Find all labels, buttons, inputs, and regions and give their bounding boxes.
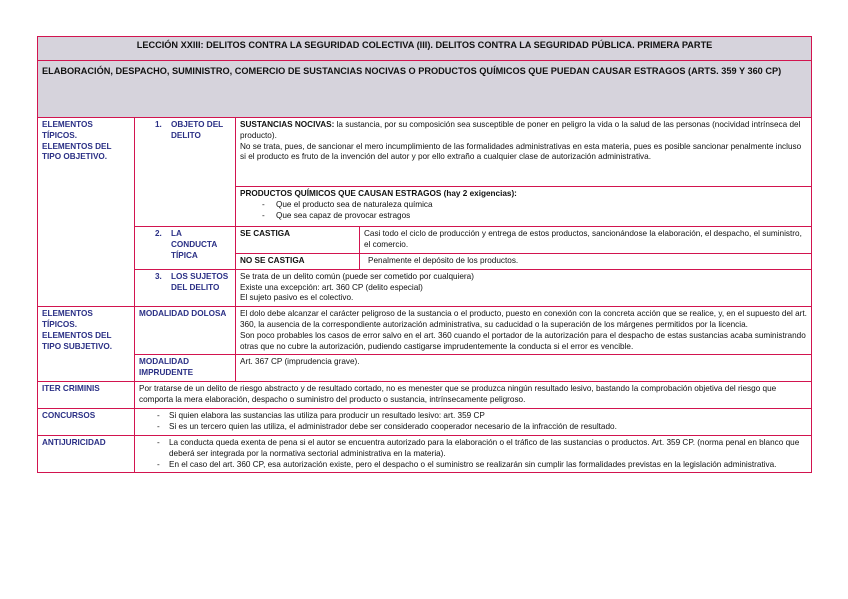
antijuricidad-cell [135,435,812,472]
page-title: LECCIÓN XXIII: DELITOS CONTRA LA SEGURIDAD COLECTIVA (III). DELITOS CONTRA LA SEGURIDAD PÚBLICA. PRIMERA PARTE [38,37,812,61]
quimicos-head: PRODUCTOS QUÍMICOS QUE CAUSAN ESTRAGOS (hay 2 exigencias): [240,189,517,198]
objeto-num: 1. [155,120,162,129]
concursos-cell [135,409,812,436]
iter-text: Por tratarse de un delito de riesgo abstracto y de resultado cortado, no es menester que se produzca ningún resultado lesivo, bastando la comprobación objetiva del riesgo que comporta la mera elaboración, despacho o suministro del producto o sustancia, intrínsecamente peligroso. [135,382,812,409]
sustancias-text2: No se trata, pues, de sancionar el mero incumplimiento de las formalidades administrativas en esta materia, pues es posible sancionar penalmente incluso si el producto es fruto de la invención del autor y por ello extraño a cualquier clase de autorización administrativa. [240,141,802,162]
conducta-num: 2. [155,229,162,238]
row-label-antijuricidad: ANTIJURICIDAD [38,435,135,472]
sustancias-text: la sustancia, por su composición sea susceptible de poner en peligro la vida o la salud de las personas (nocividad intrínseca del producto). [240,120,801,140]
list-item: - Si es un tercero quien las utiliza, el administrador debe ser considerado cooperador necesario de la infracción de resultado. [139,422,807,433]
lesson-table [37,36,812,473]
list-item: - Que el producto sea de naturaleza química [240,200,807,211]
row-label-tipo-subjetivo: ELEMENTOS TÍPICOS. ELEMENTOS DEL TIPO SUBJETIVO. [38,307,135,382]
se-castiga-label: SE CASTIGA [236,227,360,254]
list-item: - La conducta queda exenta de pena si el autor se encuentra autorizado para la elaboración o el tráfico de las sustancias o productos. Art. 359 CP. (norma penal en blanco que deberá ser integrada por la normativa sectorial administrativa en la materia). [139,438,807,460]
page-subtitle: ELABORACIÓN, DESPACHO, SUMINISTRO, COMERCIO DE SUSTANCIAS NOCIVAS O PRODUCTOS QUÍMICOS QUE PUEDAN CAUSAR ESTRAGOS (ARTS. 359 Y 360 CP) [38,61,812,118]
sujetos-line: El sujeto pasivo es el colectivo. [240,293,354,303]
dolosa-text2: Son poco probables los casos de error salvo en el art. 360 cuando el portador de la autorización para el despacho de estas sustancias acaba suministrando otras que no cubre la autorización, pudiendo castigarse imprudentemente la conducta si el error es vencible. [240,330,806,351]
sujetos-num: 3. [155,271,162,281]
sujetos-line: Se trata de un delito común (puede ser cometido por cualquiera) [240,271,474,281]
no-castiga-label: NO SE CASTIGA [236,254,360,270]
row-label-tipo-objetivo: ELEMENTOS TÍPICOS. ELEMENTOS DEL TIPO OBJETIVO. [38,118,135,307]
sujetos-line: Existe una excepción: art. 360 CP (delito especial) [240,282,423,292]
imprudente-text: Art. 367 CP (imprudencia grave). [236,355,812,382]
objeto-text: OBJETO DEL DELITO [171,120,224,140]
conducta-text: LA CONDUCTA TÍPICA [171,229,217,260]
sujetos-cell [236,269,812,306]
list-item: - Que sea capaz de provocar estragos [240,211,807,222]
sujetos-label [135,269,236,306]
imprudente-label: MODALIDAD IMPRUDENTE [135,355,236,382]
objeto-label [135,118,236,227]
quimicos-list [240,200,807,222]
concursos-list [139,411,807,433]
sustancias-nocivas-cell [236,118,812,187]
lesson-document [37,36,811,473]
sustancias-head: SUSTANCIAS NOCIVAS: [240,120,335,129]
se-castiga-text: Casi todo el ciclo de producción y entrega de estos productos, sancionándose la elaboración, el despacho, el suministro, el comercio. [360,227,812,254]
list-item: - En el caso del art. 360 CP, esa autorización existe, pero el despacho o el suministro se realizarán sin cumplir las formalidades previstas en la legislación administrativa. [139,460,807,471]
dolosa-cell [236,307,812,355]
antijuricidad-list [139,438,807,470]
no-castiga-text: Penalmente el depósito de los productos. [360,254,812,270]
dolosa-text1: El dolo debe alcanzar el carácter peligroso de la sustancia o el producto, puesto en conexión con la concreta acción que se realice, y, en el supuesto del art. 360, la ausencia de la correspondiente autorización administrativa, su caducidad o la superación de los márgenes permitidos por la licencia. [240,309,807,329]
sujetos-text: LOS SUJETOS DEL DELITO [171,271,229,292]
row-label-iter: ITER CRIMINIS [38,382,135,409]
dolosa-label: MODALIDAD DOLOSA [135,307,236,355]
list-item: - Si quien elabora las sustancias las utiliza para producir un resultado lesivo: art. 359 CP [139,411,807,422]
row-label-concursos: CONCURSOS [38,409,135,436]
conducta-label [135,227,236,270]
productos-quimicos-cell [236,187,812,227]
